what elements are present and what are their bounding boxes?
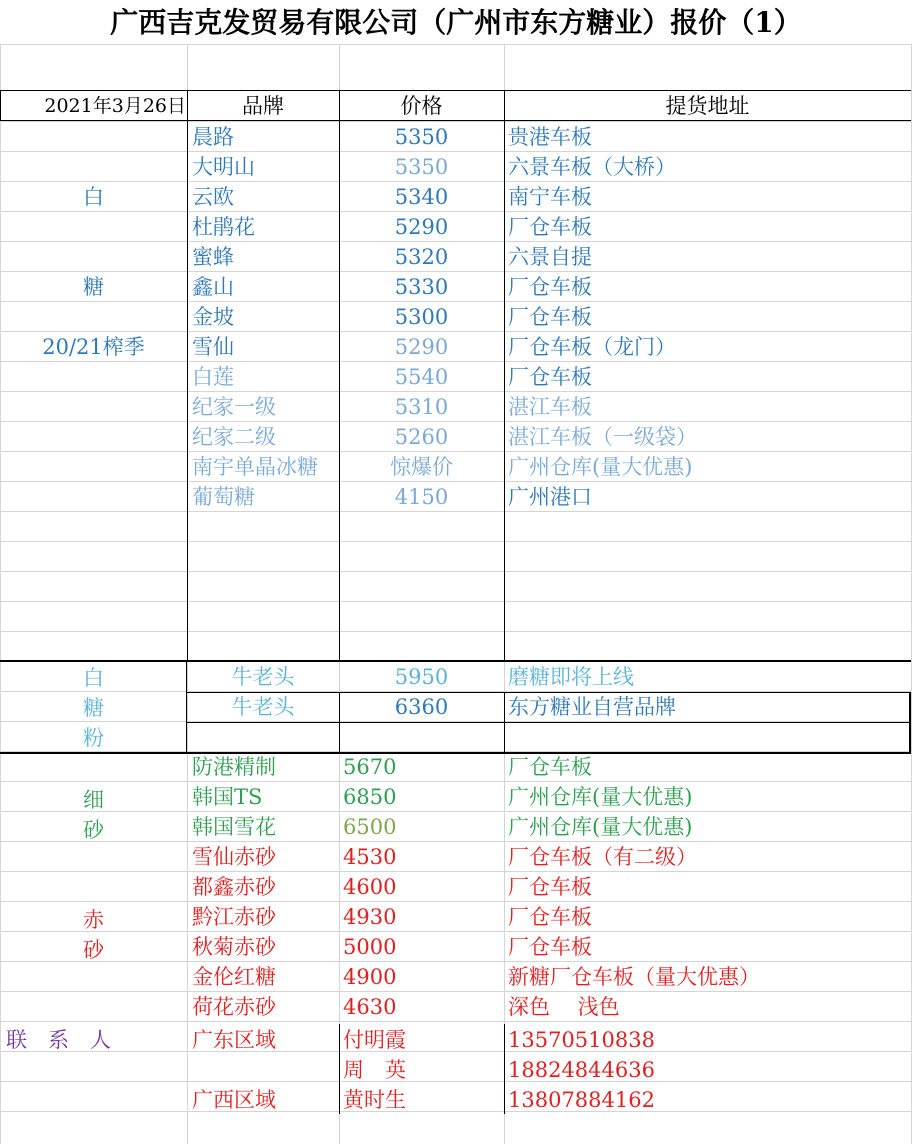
- brand-cell: 黔江赤砂: [192, 905, 276, 929]
- address-cell: 厂仓车板（有二级）: [508, 845, 697, 869]
- section-label: 糖: [83, 275, 104, 299]
- date-cell: 2021年3月26日: [44, 95, 186, 117]
- address-cell: 厂仓车板: [508, 905, 592, 929]
- contact-label: 联 系 人: [6, 1028, 111, 1052]
- brand-cell: 韩国雪花: [192, 815, 276, 839]
- brand-cell: 晨路: [192, 125, 234, 149]
- address-cell: 新糖厂仓车板（量大优惠）: [508, 965, 760, 989]
- price-cell: 4600: [343, 875, 397, 899]
- section-label: 细: [83, 788, 104, 812]
- border-v: [504, 692, 505, 752]
- contact-phone: 13570510838: [508, 1028, 655, 1052]
- gridline-h: [0, 541, 912, 542]
- brand-cell: 韩国TS: [192, 785, 263, 809]
- page-title: 广西吉克发贸易有限公司（广州市东方糖业）报价（1）: [110, 6, 802, 39]
- contact-phone: 18824844636: [508, 1058, 655, 1082]
- price-cell: 6500: [343, 815, 397, 839]
- address-cell: 六景车板（大桥）: [508, 155, 676, 179]
- price-cell: 4900: [343, 965, 397, 989]
- price-cell: 5540: [394, 365, 449, 389]
- gridline-h: [0, 571, 912, 572]
- section-label: 白: [83, 666, 104, 690]
- price-cell: 5670: [343, 755, 397, 779]
- price-cell: 4930: [343, 905, 397, 929]
- address-cell: 广州仓库(量大优惠): [508, 785, 693, 809]
- address-cell: 厂仓车板: [508, 755, 592, 779]
- brand-cell: 纪家一级: [192, 395, 276, 419]
- header-address: 提货地址: [665, 94, 750, 118]
- address-cell: 深色 浅色: [508, 995, 620, 1019]
- brand-cell: 都鑫赤砂: [192, 875, 276, 899]
- border-v: [504, 1024, 505, 1114]
- address-cell: 厂仓车板: [508, 935, 592, 959]
- address-cell: 广州仓库(量大优惠): [508, 815, 693, 839]
- section-label: 白: [83, 185, 104, 209]
- address-cell: 厂仓车板: [508, 875, 592, 899]
- brand-cell: 蜜蜂: [192, 245, 234, 269]
- section-label: 砂: [83, 938, 104, 962]
- brand-cell: 秋菊赤砂: [192, 935, 276, 959]
- address-cell: 磨糖即将上线: [508, 665, 634, 689]
- contact-region: 广西区域: [192, 1088, 276, 1112]
- price-cell: 4150: [394, 485, 449, 509]
- address-cell: 东方糖业自营品牌: [508, 695, 676, 719]
- address-cell: 厂仓车板（龙门）: [508, 335, 676, 359]
- gridline-h: [0, 631, 912, 632]
- brand-cell: 牛老头: [231, 695, 295, 719]
- border-v: [339, 1024, 340, 1114]
- header-price: 价格: [400, 94, 443, 118]
- price-cell: 5330: [394, 275, 449, 299]
- price-cell: 5350: [394, 125, 449, 149]
- contact-name: 周 英: [343, 1058, 406, 1082]
- contact-phone: 13807884162: [508, 1088, 655, 1112]
- section-label: 砂: [83, 818, 104, 842]
- header-brand: 品牌: [242, 94, 284, 118]
- address-cell: 广州仓库(量大优惠): [508, 455, 693, 479]
- price-cell: 5260: [394, 425, 449, 449]
- address-cell: 广州港口: [508, 485, 592, 509]
- border-v: [0, 90, 1, 120]
- price-cell: 6850: [343, 785, 397, 809]
- address-cell: 湛江车板（一级袋）: [508, 425, 697, 449]
- brand-cell: 白莲: [192, 365, 234, 389]
- address-cell: 湛江车板: [508, 395, 592, 419]
- brand-cell: 荷花赤砂: [192, 995, 276, 1019]
- address-cell: 贵港车板: [508, 125, 592, 149]
- brand-cell: 南宇单晶冰糖: [192, 455, 318, 479]
- address-cell: 厂仓车板: [508, 215, 592, 239]
- price-cell: 4630: [343, 995, 397, 1019]
- border-v: [187, 90, 188, 660]
- price-cell: 5340: [394, 185, 449, 209]
- price-cell: 5950: [394, 665, 449, 689]
- brand-cell: 云欧: [192, 185, 234, 209]
- price-cell: 5000: [343, 935, 397, 959]
- section-label: 赤: [83, 908, 104, 932]
- brand-cell: 防港精制: [192, 755, 276, 779]
- border-h: [187, 722, 911, 723]
- address-cell: 南宁车板: [508, 185, 592, 209]
- contact-name: 黄时生: [343, 1088, 406, 1112]
- price-cell: 5290: [394, 215, 449, 239]
- contact-region: 广东区域: [192, 1028, 276, 1052]
- price-cell: 惊爆价: [390, 455, 453, 479]
- brand-cell: 葡萄糖: [192, 485, 255, 509]
- contact-name: 付明霞: [343, 1028, 406, 1052]
- border-v: [909, 692, 911, 754]
- price-cell: 6360: [394, 695, 449, 719]
- brand-cell: 雪仙: [192, 335, 234, 359]
- brand-cell: 大明山: [192, 155, 255, 179]
- gridline-h: [0, 601, 912, 602]
- section-label: 糖: [83, 696, 104, 720]
- price-cell: 5310: [394, 395, 449, 419]
- price-cell: 5320: [394, 245, 449, 269]
- address-cell: 厂仓车板: [508, 305, 592, 329]
- section-label: 粉: [83, 726, 104, 750]
- price-cell: 4530: [343, 845, 397, 869]
- brand-cell: 杜鹃花: [192, 215, 255, 239]
- brand-cell: 牛老头: [231, 665, 295, 689]
- brand-cell: 金伦红糖: [192, 965, 276, 989]
- address-cell: 厂仓车板: [508, 365, 592, 389]
- brand-cell: 雪仙赤砂: [192, 845, 276, 869]
- border-v: [504, 90, 505, 660]
- section-label: 20/21榨季: [42, 335, 145, 359]
- brand-cell: 鑫山: [192, 275, 234, 299]
- price-cell: 5350: [394, 155, 449, 179]
- address-cell: 六景自提: [508, 245, 592, 269]
- price-cell: 5290: [394, 335, 449, 359]
- brand-cell: 纪家二级: [192, 425, 276, 449]
- price-cell: 5300: [394, 305, 449, 329]
- gridline-h: [0, 44, 912, 45]
- brand-cell: 金坡: [192, 305, 234, 329]
- address-cell: 厂仓车板: [508, 275, 592, 299]
